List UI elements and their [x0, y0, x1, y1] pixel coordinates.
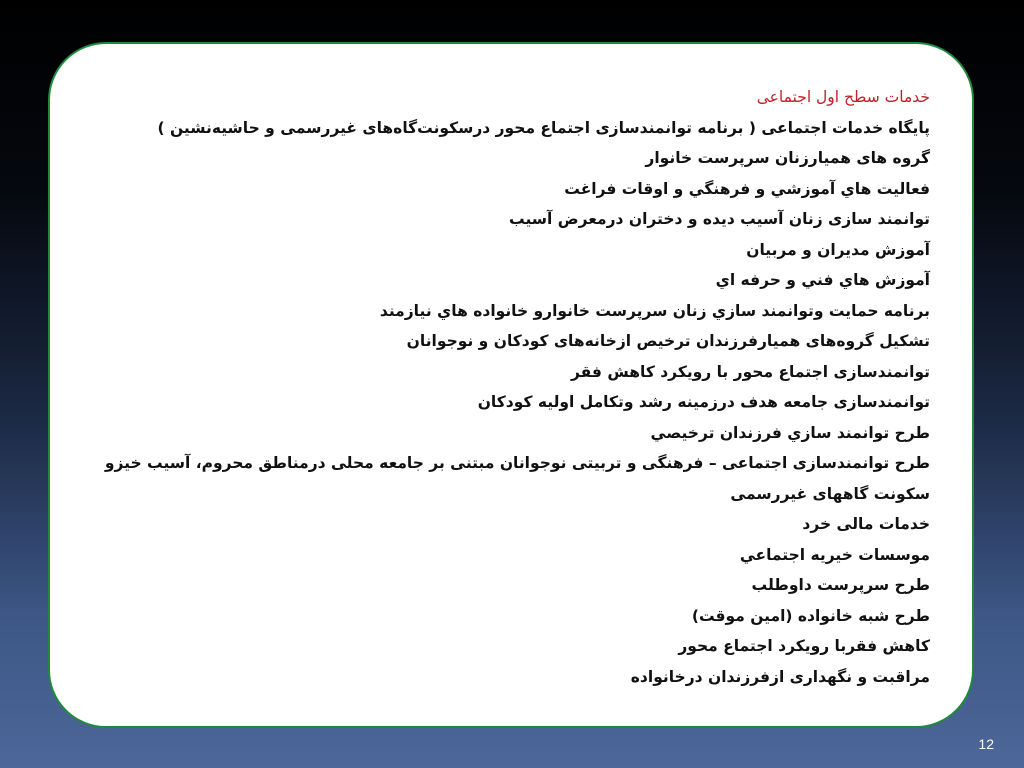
services-list: [104, 82, 930, 692]
list-item: طرح شبه خانواده (امین موقت): [691, 606, 930, 625]
list-item: برنامه حمايت وتوانمند سازي زنان سرپرست خانوارو خانواده هاي نيازمند: [379, 301, 930, 320]
slide-page-number: 12: [978, 736, 994, 752]
list-item: گروه های همیارزنان سرپرست خانوار: [645, 149, 930, 167]
list-item: توانمندسازی اجتماع محور با رویکرد کاهش فقر: [571, 362, 930, 381]
list-item: طرح توانمندسازی اجتماعی – فرهنگی و تربیتی نوجوانان مبتنی بر جامعه محلی درمناطق محروم، آسیب خیزو: [104, 454, 930, 472]
list-item: کاهش فقربا رویکرد اجتماع محور: [678, 637, 930, 655]
slide-content-panel: [48, 42, 974, 728]
list-item: پایگاه خدمات اجتماعی ( برنامه توانمندسازی اجتماع محور درسکونت‌گاه‌های غیررسمی و حاشیه‌نشین ): [157, 118, 930, 137]
list-item: تشکیل گروه‌های همیارفرزندان ترخیص ازخانه‌های کودکان و نوجوانان: [406, 332, 930, 350]
list-item: آموزش هاي فني و حرفه اي: [715, 271, 930, 289]
list-item: طرح سرپرست داوطلب: [751, 576, 930, 594]
slide-heading: خدمات سطح اول اجتماعی: [756, 88, 930, 106]
list-item: خدمات مالی خرد: [802, 515, 930, 533]
list-item: توانمندسازی جامعه هدف درزمینه رشد وتکامل اولیه کودکان: [477, 393, 930, 411]
list-item: موسسات خيريه اجتماعي: [739, 545, 930, 564]
list-item: فعاليت هاي آموزشي و فرهنگي و اوقات فراغت: [564, 179, 930, 198]
list-item: آموزش مدیران و مربیان: [746, 240, 930, 259]
list-item: سکونت گاههای غیررسمی: [730, 484, 930, 503]
list-item: طرح توانمند سازي فرزندان ترخيصي: [650, 423, 930, 442]
list-item: توانمند سازی زنان آسیب دیده و دختران درمعرض آسیب: [509, 210, 930, 228]
list-item: مراقبت و نگهداری ازفرزندان درخانواده: [630, 667, 930, 686]
